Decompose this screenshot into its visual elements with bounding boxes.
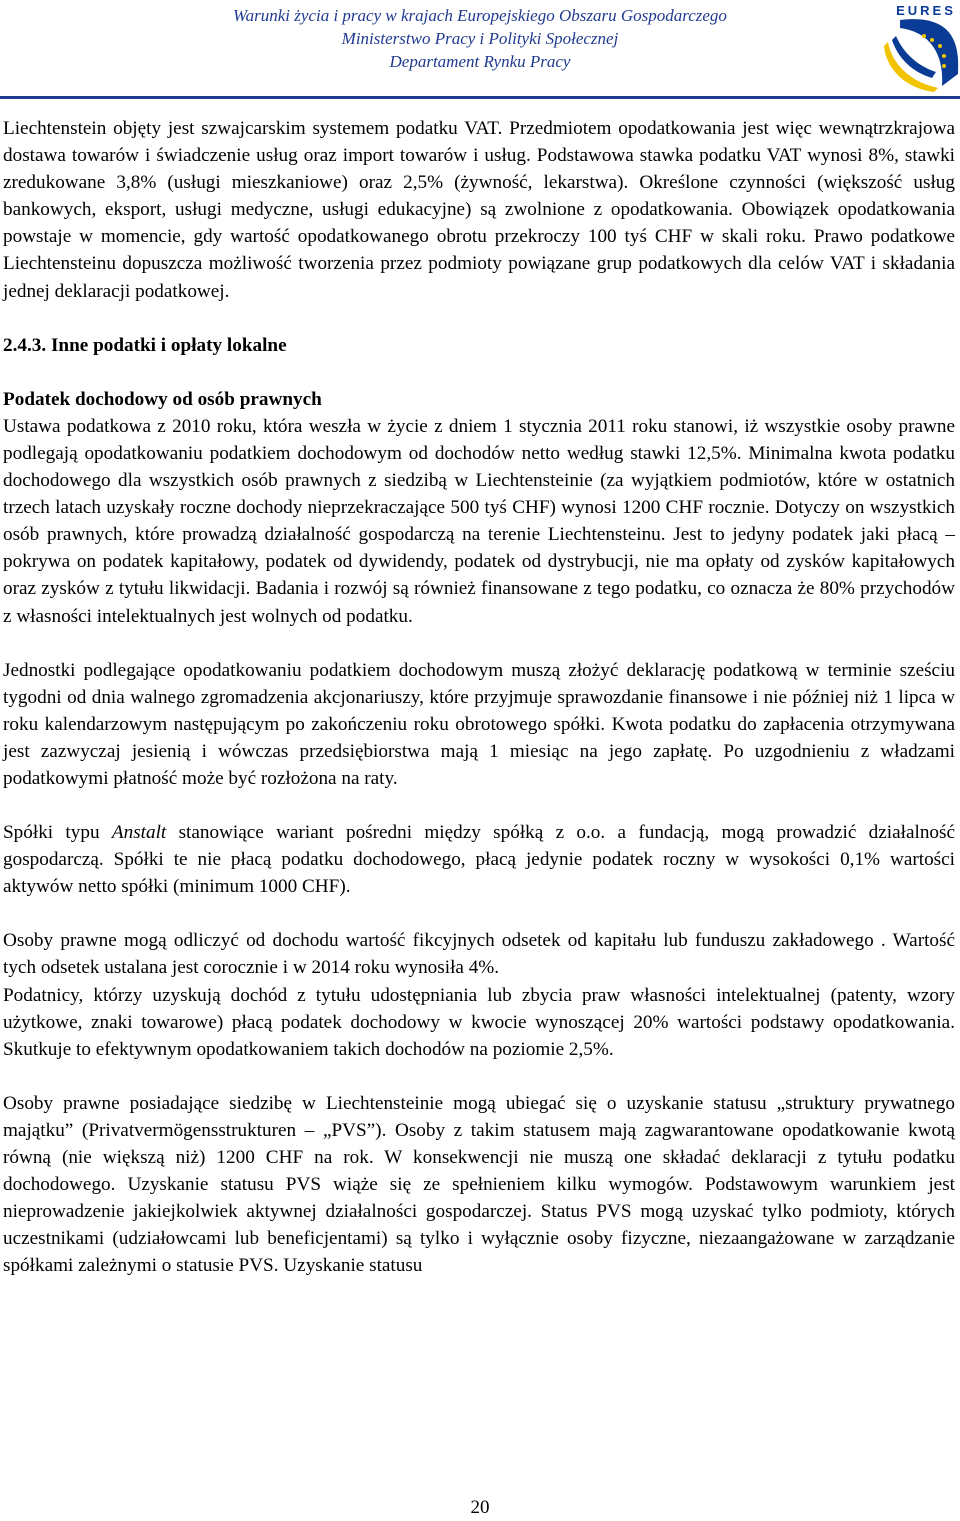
subheading: Podatek dochodowy od osób prawnych [3, 388, 322, 410]
eures-logo-text: EURES [896, 3, 956, 18]
header-line-3: Departament Rynku Pracy [389, 52, 571, 71]
paragraph-declaration: Jednostki podlegające opodatkowaniu podatkiem dochodowym muszą złożyć deklarację podatkową w terminie sześciu tygodni od dnia walnego zgromadzenia akcjonariuszy, które przyjmuje sprawozdanie finansowe i nie później niż 1 lipca w roku kalendarzowym następującym po zakończeniu roku obrotowego spółki. Kwota podatku do zapłacenia otrzymywana jest zazwyczaj jesienią i wówczas przedsiębiorstwa mają 1 miesiąc na jego zapłatę. Po uzgodnieniu z władzami podatkowymi płatność może być rozłożona na raty. [3, 659, 955, 789]
anstalt-text-after: stanowiące wariant pośredni między spółką z o.o. a fundacją, mogą prowadzić działalność gospodarczą. Spółki te nie płacą podatku dochodowego, płacą jedynie podatek roczny w wysokości 0,1% wartości aktywów netto spółki (minimum 1000 CHF). [3, 822, 955, 898]
document-body [3, 115, 955, 1279]
anstalt-term: Anstalt [111, 822, 167, 844]
paragraph-anstalt [3, 819, 955, 900]
header-line-2: Ministerstwo Pracy i Polityki Społecznej [341, 29, 619, 48]
page-header [0, 0, 960, 100]
section-heading: 2.4.3. Inne podatki i opłaty lokalne [3, 334, 287, 356]
anstalt-text-before: Spółki typu [3, 822, 112, 844]
paragraph-income-tax: Ustawa podatkowa z 2010 roku, która weszła w życie z dniem 1 stycznia 2011 roku stanowi, iż wszystkie osoby prawne podlegają opodatkowaniu podatkiem dochodowym od dochodów netto według stawki 12,5%. Minimalna kwota podatku dochodowego dla wszystkich osób prawnych z siedzibą w Liechtensteinie (za wyjątkiem podmiotów, które w ostatnich trzech latach uzyskały roczne dochody nieprzekraczające 500 tyś CHF) wynosi 1200 CHF rocznie. Dotyczy on wszystkich osób prawnych, które prowadzą działalność gospodarczą na terenie Liechtensteinu. Jest to jedyny podatek jaki płacą – pokrywa on podatek kapitałowy, podatek od dywidendy, podatek od dystrybucji, nie ma opłaty od zysków kapitałowych oraz zysków z tytułu likwidacji. Badania i rozwój są również finansowane z tego podatku, co oznacza że 80% przychodów z własności intelektualnych jest wolnych od podatku. [3, 415, 955, 627]
eures-logo-icon [882, 2, 960, 92]
header-text [150, 4, 810, 73]
paragraph-ip-income: Podatnicy, którzy uzyskują dochód z tytułu udostępniania lub zbycia praw własności intelektualnej (patenty, wzory użytkowe, znaki towarowe) płacą podatek dochodowy w kwocie wynoszącej 20% wartości podstawy opodatkowania. Skutkuje to efektywnym opodatkowaniem takich dochodów na poziomie 2,5%. [3, 984, 955, 1060]
page-number: 20 [470, 1497, 490, 1518]
paragraph-vat: Liechtenstein objęty jest szwajcarskim systemem podatku VAT. Przedmiotem opodatkowania jest więc wewnątrzkrajowa dostawa towarów i świadczenie usług oraz import towarów i usług. Podstawowa stawka podatku VAT wynosi 8%, stawki zredukowane 3,8% (usługi mieszkaniowe) oraz 2,5% (żywność, lekarstwa). Określone czynności (większość usług bankowych, eksport, usługi medyczne, usługi edukacyjne) są zwolnione z opodatkowania. Obowiązek opodatkowania powstaje w momencie, gdy wartość opodatkowanego obrotu przekroczy 100 tyś CHF w skali roku. Prawo podatkowe Liechtensteinu dopuszcza możliwość tworzenia przez podmioty powiązane grup podatkowych dla celów VAT i składania jednej deklaracji podatkowej. [3, 118, 955, 302]
paragraph-pvs: Osoby prawne posiadające siedzibę w Liechtensteinie mogą ubiegać się o uzyskanie statusu „struktury prywatnego majątku” (Privatvermögensstrukturen – „PVS”). Osoby z takim statusem mają zagwarantowane opodatkowanie kwotą równą (nie większą niż) 1200 CHF na rok. W konsekwencji nie muszą one składać deklaracji z tytułu podatku dochodowego. Uzyskanie statusu PVS wiąże się ze spełnieniem kilku wymogów. Podstawowym warunkiem jest nieprowadzenie jakiejkolwiek aktywnej działalności gospodarczej. Status PVS mogą uzyskać tylko podmioty, których uczestnikami (udziałowcami lub beneficjentami) są tylko i wyłącznie osoby fizyczne, niezaangażowane w zarządzanie spółkami zależnymi o statusie PVS. Uzyskanie statusu [3, 1092, 955, 1277]
header-rule [0, 96, 960, 99]
header-line-1: Warunki życia i pracy w krajach Europejskiego Obszaru Gospodarczego [233, 6, 727, 25]
paragraph-fictional-interest: Osoby prawne mogą odliczyć od dochodu wartość fikcyjnych odsetek od kapitału lub funduszu zakładowego . Wartość tych odsetek ustalana jest corocznie i w 2014 roku wynosiła 4%. [3, 930, 955, 979]
